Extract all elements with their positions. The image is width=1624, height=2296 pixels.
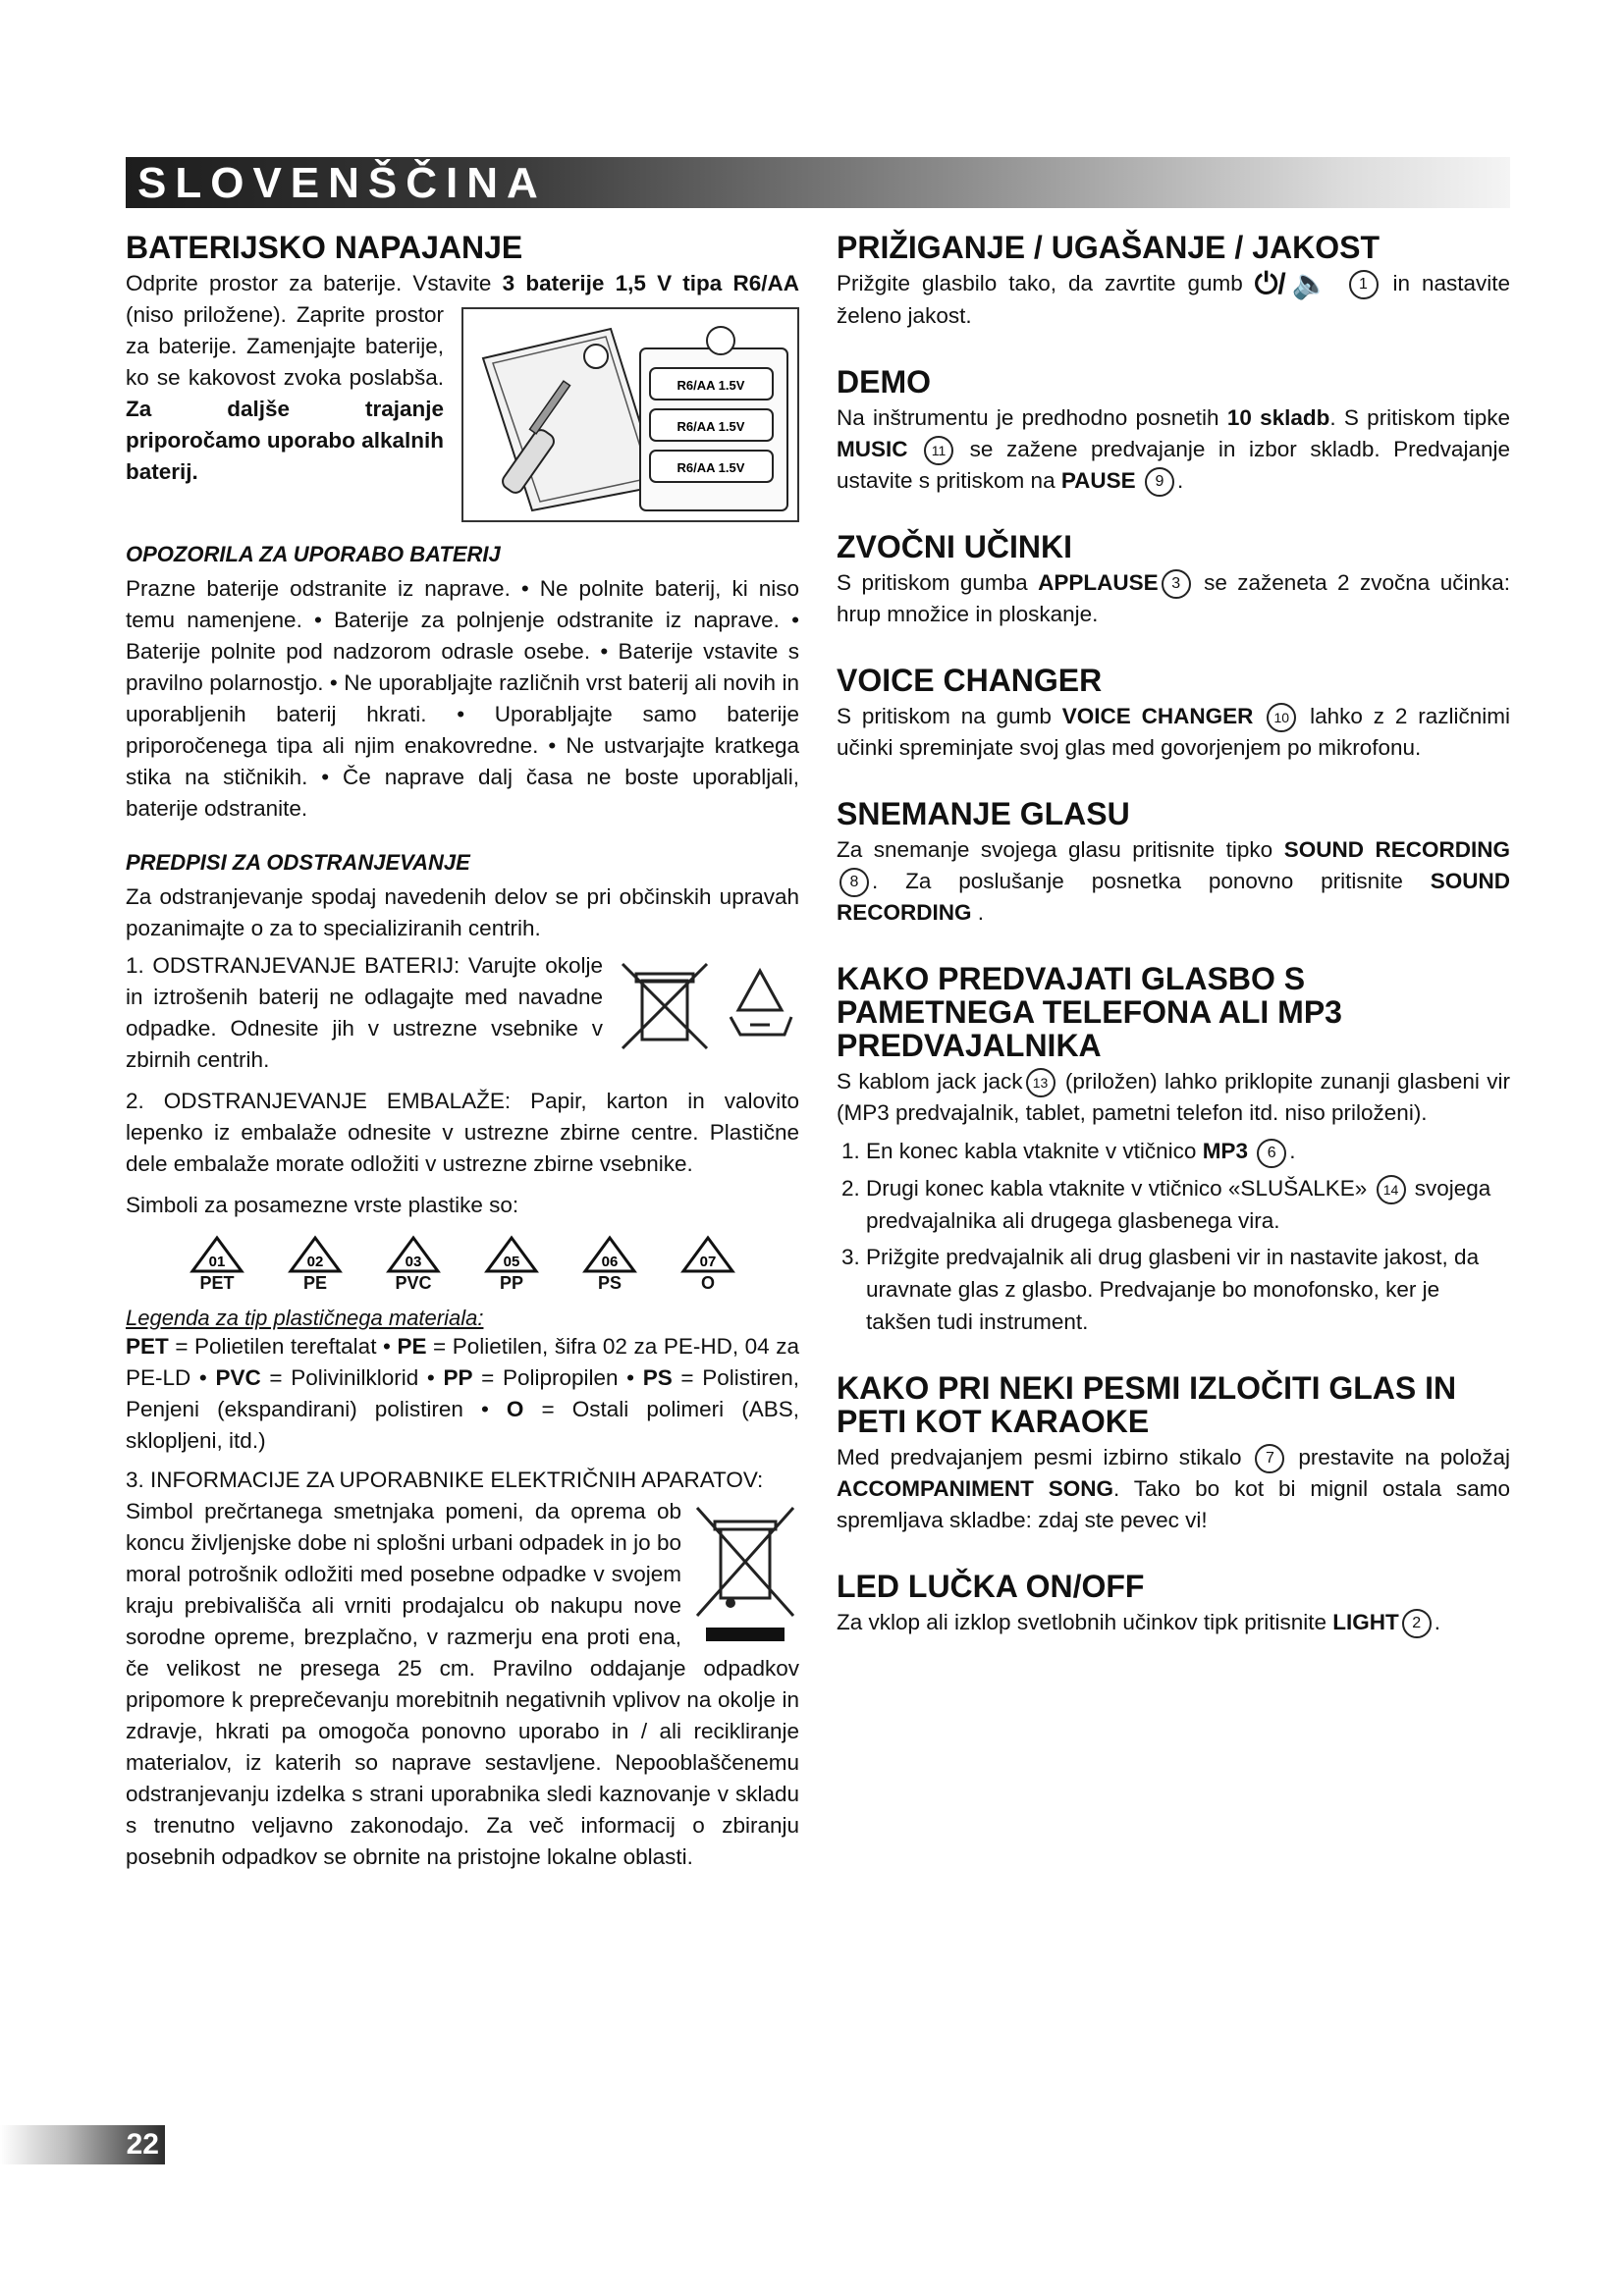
record-section <box>837 797 1510 929</box>
effects-section <box>837 530 1510 630</box>
control-number-badge: 10 <box>1267 703 1296 732</box>
led-title: LED LUČKA ON/OFF <box>837 1568 1145 1604</box>
battery-text: Odprite prostor za baterije. Vstavite 3 baterije 1,5 V tipa R6/AA R6/AA 1.5V R6/AA 1.5V R6/AA 1.5V (niso priložene). Zaprite prostor za baterije. Zamenjajte baterije, ko se kakovost zvoka poslabša. Za daljše trajanje priporočamo uporabo alkalnih baterij. <box>126 268 799 488</box>
control-number-badge: 6 <box>1257 1139 1286 1168</box>
led-section <box>837 1570 1510 1638</box>
record-title: SNEMANJE GLASU <box>837 796 1130 832</box>
control-number-badge: 13 <box>1026 1068 1056 1097</box>
recycle-triangle-icon <box>484 1235 539 1274</box>
warnings-title: OPOZORILA ZA UPORABO BATERIJ <box>126 542 501 566</box>
plastic-symbols-row <box>126 1235 799 1292</box>
power-volume-icon: ⏻/🔈 <box>1254 268 1334 301</box>
battery-label-1: R6/AA 1.5V <box>677 378 745 393</box>
crossed-bin-recycle-icon <box>613 956 799 1054</box>
effects-text: S pritiskom gumba APPLAUSE 3 se zaženeta 2 zvočna učinka: hrup množice in ploskanje. <box>837 570 1510 627</box>
svg-text:07: 07 <box>699 1254 717 1270</box>
power-text: Prižgite glasbilo tako, da zavrtite gumb ⏻/🔈 1 in nastavite želeno jakost. <box>837 268 1510 329</box>
recycle-triangle-icon <box>288 1235 343 1274</box>
plastic-symbol: 01 PET <box>183 1235 251 1292</box>
battery-title: BATERIJSKO NAPAJANJE <box>126 230 523 265</box>
control-number-badge: 14 <box>1377 1175 1406 1204</box>
demo-section <box>837 365 1510 497</box>
demo-text: Na inštrumentu je predhodno posnetih 10 skladb. S pritiskom tipke MUSIC 11 se zažene predvajanje in izbor skladb. Predvajanje ustavite s pritiskom na PAUSE 9 . <box>837 402 1510 497</box>
plastic-symbol: 03 PVC <box>379 1235 448 1292</box>
svg-text:02: 02 <box>306 1254 324 1270</box>
page-number-tab <box>0 2125 165 2164</box>
control-number-badge: 9 <box>1145 467 1174 497</box>
list-item: 1. En konec kabla vtaknite v vtičnico MP3 6 . <box>866 1135 1510 1167</box>
left-column <box>126 231 799 1873</box>
control-number-badge: 3 <box>1162 569 1191 599</box>
disposal-intro: Za odstranjevanje spodaj navedenih delov se pri občinskih upravah pozanimajte o za to specializiranih centrih. <box>126 884 799 940</box>
page-number: 22 <box>126 2128 159 2161</box>
weee-title: 3. INFORMACIJE ZA UPORABNIKE ELEKTRIČNIH APARATOV: <box>126 1468 764 1492</box>
control-number-badge: 1 <box>1349 270 1379 299</box>
plastic-symbol: 06 PS <box>575 1235 644 1292</box>
effects-title: ZVOČNI UČINKI <box>837 529 1072 565</box>
recycle-triangle-icon <box>582 1235 637 1274</box>
plastic-symbol: 05 PP <box>477 1235 546 1292</box>
crossed-wheelie-bin-icon <box>691 1500 799 1647</box>
recycling-symbols <box>613 956 799 1054</box>
recycle-triangle-icon <box>189 1235 244 1274</box>
warnings-text: Prazne baterije odstranite iz naprave. • Ne polnite baterij, ki niso temu namenjene. • Baterije za polnjenje odstranite iz naprave. • Baterije polnite pod nadzorom odrasle osebe. • Baterije vstavite s pravilno polarnostjo. • Ne uporabljajte različnih vrst baterij ali novih in uporabljenih baterij hkrati. • Uporabljajte samo baterije priporočenega tipa ali njim enakovredne. • Ne ustvarjajte kratkega stika na stičnikih. • Če naprave dalj časa ne boste uporabljali, baterije odstranite. <box>126 576 799 821</box>
battery-compartment-illustration <box>461 307 799 522</box>
mp3-text: S kablom jack jack 13 (priložen) lahko priklopite zunanji glasbeni vir (MP3 predvajalnik, tablet, pametni telefon itd. niso priloženi). <box>837 1069 1510 1126</box>
control-number-badge: 8 <box>839 868 869 897</box>
language-banner <box>126 157 1510 208</box>
battery-label-2: R6/AA 1.5V <box>677 419 745 434</box>
led-text: Za vklop ali izklop svetlobnih učinkov tipk pritisnite LIGHT 2 . <box>837 1607 1510 1638</box>
list-item: 2. Drugi konec kabla vtaknite v vtičnico «SLUŠALKE» 14 svojega predvajalnika ali drugega glasbenega vira. <box>866 1172 1510 1237</box>
battery-label-3: R6/AA 1.5V <box>677 460 745 475</box>
disposal-item-2: 2. ODSTRANJEVANJE EMBALAŽE: Papir, karton in valovito lepenko iz embalaže odnesite v ustrezne zbirne centre. Plastične dele embalaže morate odložiti v ustrezne zbirne vsebnike. <box>126 1089 799 1176</box>
mp3-steps <box>837 1135 1510 1337</box>
karaoke-text: Med predvajanjem pesmi izbirno stikalo 7 prestavite na položaj ACCOMPANIMENT SONG. Tako bo kot bi mignil ostala samo spremljava skladbe: zdaj ste pevec vi! <box>837 1444 1510 1532</box>
control-number-badge: 11 <box>924 436 953 465</box>
svg-text:06: 06 <box>601 1254 619 1270</box>
language-title: SLOVENŠČINA <box>137 159 547 207</box>
disposal-title: PREDPISI ZA ODSTRANJEVANJE <box>126 850 470 875</box>
control-number-badge: 7 <box>1255 1444 1284 1473</box>
disposal-item-1: 1. ODSTRANJEVANJE BATERIJ: Varujte okolje in iztrošenih baterij ne odlagajte med navadne odpadke. Odnesite jih v ustrezne vsebnike v zbirnih centrih. <box>126 950 799 1076</box>
legend-title: Legenda za tip plastičnega materiala: <box>126 1306 484 1330</box>
right-column <box>837 231 1510 1672</box>
power-section <box>837 231 1510 332</box>
legend-text: PET = Polietilen tereftalat • PE = Polietilen, šifra 02 za PE-HD, 04 za PE-LD • PVC = Polivinilklorid • PP = Polipropilen • PS = Polistiren, Penjeni (ekspandirani) polistiren • O = Ostali polimeri (ABS, sklopljeni, itd.) <box>126 1334 800 1453</box>
recycle-triangle-icon <box>386 1235 441 1274</box>
mp3-section <box>837 962 1510 1337</box>
mp3-title: KAKO PREDVAJATI GLASBO S PAMETNEGA TELEFONA ALI MP3 PREDVAJALNIKA <box>837 961 1342 1064</box>
demo-title: DEMO <box>837 364 931 400</box>
control-number-badge: 2 <box>1402 1609 1432 1638</box>
voice-text: S pritiskom na gumb VOICE CHANGER 10 lahko z 2 različnimi učinki spreminjate svoj glas med govorjenjem po mikrofonu. <box>837 704 1510 761</box>
weee-symbol <box>691 1500 799 1647</box>
svg-text:01: 01 <box>208 1254 226 1270</box>
svg-text:03: 03 <box>405 1254 422 1270</box>
voice-title: VOICE CHANGER <box>837 663 1103 699</box>
karaoke-section <box>837 1371 1510 1536</box>
power-title: PRIŽIGANJE / UGAŠANJE / JAKOST <box>837 230 1380 265</box>
weee-text: Simbol prečrtanega smetnjaka pomeni, da oprema ob koncu življenjske dobe ni splošni urbani odpadek in jo bo moral potrošnik odložiti med posebne odpadke v svojem kraju prebivališča ali vrniti prodajalcu ob nakupu nove sorodne opreme, brezplačno, v razmerju ena proti ena, če velikost ne presega 25 cm. Pravilno oddajanje odpadkov pripomore k preprečevanju morebitnih negativnih vplivov na okolje in zdravje, hkrati pa omogoča ponovno uporabo in / ali recikliranje materialov, iz katerih so naprave sestavljene. Nepooblaščenemu odstranjevanju izdelka s strani uporabnika sledi kaznovanje v skladu s trenutno veljavno zakonodajo. Za več informacij o zbiranju posebnih odpadkov se obrnite na pristojne lokalne oblasti. <box>126 1499 799 1869</box>
record-text: Za snemanje svojega glasu pritisnite tipko SOUND RECORDING 8 . Za poslušanje posnetka ponovno pritisnite SOUND RECORDING . <box>837 837 1510 926</box>
voice-section <box>837 664 1510 764</box>
plastic-symbols-intro: Simboli za posamezne vrste plastike so: <box>126 1193 519 1217</box>
recycle-triangle-icon <box>680 1235 735 1274</box>
plastic-symbol: 02 PE <box>281 1235 350 1292</box>
battery-diagram-icon <box>463 309 797 520</box>
battery-section <box>126 231 799 528</box>
karaoke-title: KAKO PRI NEKI PESMI IZLOČITI GLAS IN PETI KOT KARAOKE <box>837 1369 1457 1439</box>
list-item: 3. Prižgite predvajalnik ali drug glasbeni vir in nastavite jakost, da uravnate glas z glasbo. Predvajanje bo monofonsko, ker je takšen tudi instrument. <box>866 1241 1510 1338</box>
disposal-section <box>126 850 799 1873</box>
warnings-section <box>126 542 799 825</box>
svg-text:05: 05 <box>503 1254 520 1270</box>
plastic-symbol: 07 O <box>674 1235 742 1292</box>
